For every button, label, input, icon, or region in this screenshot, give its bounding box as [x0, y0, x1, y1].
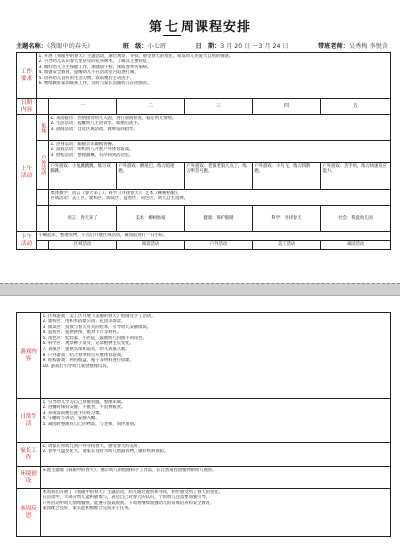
- group-row: [17, 115, 391, 141]
- outdoor-line: 2. 游戏活动：组织幼儿开展户外体育游戏。: [50, 147, 134, 153]
- outdoor-day-row: [17, 163, 391, 190]
- afternoon-day-row: [17, 241, 391, 250]
- goal-line: 6. 继续做好家园联系工作，及时与家长沟通幼儿在园情况。: [38, 81, 152, 87]
- teaching-line: 区域活动：美工区、建构区、阅读区、益智区、角色区，幼儿自主选择。: [50, 196, 188, 202]
- outdoor-day-cell: 户外游戏：小鸟飞，练习四散跑。: [253, 163, 321, 190]
- afternoon-day-cell: 户外活动: [185, 241, 253, 250]
- goals-row: [17, 53, 391, 99]
- reflection-row: [17, 489, 391, 537]
- class-value: 小七班: [147, 43, 167, 50]
- class-label: 班 级：: [122, 43, 148, 50]
- daily-line: 3. 养成饭前便后洗手的好习惯。: [42, 410, 104, 416]
- afternoon-label: 下午活动: [17, 232, 37, 250]
- date-value: 3 月 20 日 ～3 月 24 日: [220, 43, 289, 50]
- reflection-line: 户外活动中幼儿情绪愉快，能遵守游戏规则。下周将继续加强幼儿的常规培养和安全教育。: [42, 500, 215, 506]
- parents-line: 1. 请家长带幼儿到户外寻找春天，感受春天的美好。: [42, 443, 143, 449]
- daily-line: 5. 离园时整理好自己的物品，与老师、同伴道别。: [42, 421, 139, 427]
- afternoon-row: [17, 232, 391, 241]
- reflection-line: 本周我们开展了《我眼中的春天》主题活动，幼儿通过观察和寻找，初步感受到了春天的变化。: [42, 489, 223, 495]
- group-line: 3. 晨间活动：自选区域活动，教师巡回指导。: [50, 126, 138, 132]
- group-line: 2. 生活活动：提醒幼儿主动饮水、如厕后洗手。: [50, 121, 142, 127]
- environment-cell: [41, 467, 391, 489]
- outdoor-line: 1. 热身运动：跟随音乐做模仿操。: [50, 141, 117, 147]
- teaching-line: 集体教学：语言《春天来了》；科学《寻找春天》；艺术《柳树姑娘》。: [50, 190, 182, 196]
- title-prefix: 第: [148, 20, 163, 35]
- games-line: 8. 户外游戏：结合春季特点开展体育游戏。: [42, 352, 126, 358]
- page-separator: [0, 283, 400, 296]
- day-header: 三: [185, 99, 253, 115]
- group-cell: [49, 115, 391, 141]
- reflection-label: 本周反思: [17, 489, 41, 537]
- games-label: 游戏内容: [17, 313, 41, 399]
- games-row: [17, 313, 391, 399]
- environment-line: 布置主题墙《我眼中的春天》，展示幼儿的绘画和手工作品，在自然角投放植物供幼儿观察。: [42, 467, 217, 473]
- goal-line: 1. 开展《我眼中的春天》主题活动，通过观察、寻找、感受春天的变化，萌发幼儿热爱大自然的情感。: [38, 53, 234, 59]
- games-line: 3. 阅读区：投放与春天有关的绘本，引导幼儿安静阅读。: [42, 324, 152, 330]
- daily-row: [17, 399, 391, 443]
- environment-row: [17, 467, 391, 489]
- title-week: 七: [164, 20, 179, 35]
- daily-cell: [41, 399, 391, 443]
- goal-line: 4. 加强安全教育，提醒幼儿不在活动室内追逐打闹。: [38, 70, 139, 76]
- games-line: 7. 表演区：提供头饰和道具，幼儿表演儿歌。: [42, 347, 130, 353]
- daily-label: 日常生活: [17, 399, 41, 443]
- page-two: [0, 296, 400, 560]
- day-header: 五: [321, 99, 391, 115]
- schedule-table: [16, 52, 391, 250]
- afternoon-line: 午睡起床，整理衣物，午点后开展区域活动，离园前进行一日小结。: [38, 232, 168, 238]
- days-label: 日期内容: [17, 99, 37, 115]
- teaching-cell: [49, 190, 391, 206]
- games-line: 2. 建构区：用积木搭建公园、花园等场景。: [42, 319, 126, 325]
- outdoor-day-cell: 户外游戏：小兔跳跳跳，练习双脚跳。: [49, 163, 117, 190]
- afternoon-day-cell: 区域活动: [49, 241, 117, 250]
- teaching-day-cell: 社会：我爱幼儿园: [321, 206, 391, 232]
- activity-table: [16, 312, 391, 537]
- day-header: 一: [49, 99, 117, 115]
- daily-line: 2. 进餐时保持安静，不挑食，不浪费粮食。: [42, 405, 126, 411]
- games-line: 10. 游戏后引导幼儿收拾整理玩具。: [42, 363, 111, 369]
- games-line: 9. 结构游戏：利用纸盒、瓶子等材料进行搭建。: [42, 358, 134, 364]
- teacher-label: 带班老师：: [317, 43, 349, 50]
- goals-label: 工作要求: [17, 53, 37, 99]
- outdoor-row: [17, 141, 391, 163]
- page-title: [0, 16, 400, 35]
- outdoor-day-cell: 户外游戏：丢手绢，练习快速反应能力。: [321, 163, 391, 190]
- parents-cell: [41, 443, 391, 467]
- daily-line: 4. 午睡时不讲话，安静入睡。: [42, 416, 100, 422]
- date-label: 日 期：: [195, 43, 221, 50]
- games-line: 1. 区域游戏：美工区开展《美丽的春天》绘画及手工活动。: [42, 313, 156, 319]
- goal-line: 2. 引导幼儿认识春天里常见的花草树木，了解其主要特征。: [38, 59, 152, 65]
- title-suffix: 周课程安排: [181, 20, 252, 35]
- info-line: [16, 41, 388, 50]
- parents-line: 2. 春季气温变化大，请家长及时为幼儿增减衣物，做好疾病预防。: [42, 449, 169, 455]
- teacher-value: 吴秀梅 李悦含: [348, 43, 388, 50]
- reflection-cell: [41, 489, 391, 537]
- afternoon-cell: [37, 232, 391, 241]
- group-line: 1. 来园接待：热情接待幼儿入园，进行晨间检查，稳定幼儿情绪。: [50, 115, 177, 121]
- theme-value: 《我眼中的春天》: [46, 43, 94, 50]
- day-header: 二: [117, 99, 185, 115]
- afternoon-day-cell: 离园活动: [321, 241, 391, 250]
- outdoor-cell: [49, 141, 391, 163]
- goals-cell: [37, 53, 391, 99]
- outdoor-label: 户外活动: [37, 141, 49, 190]
- teaching-day-cell: 美术：柳树姑娘: [117, 206, 185, 232]
- teaching-row: [17, 190, 391, 206]
- outdoor-day-cell: 户外游戏：老狼老狼几点了，练习听信号跑。: [185, 163, 253, 190]
- goal-line: 5. 培养幼儿良好的生活习惯，饭前便后主动洗手。: [38, 75, 135, 81]
- morning-label: 上午活动: [17, 115, 37, 232]
- teaching-day-row: [17, 206, 391, 232]
- parents-label: 家长工作: [17, 443, 41, 467]
- group-label: 集体: [37, 115, 49, 141]
- parents-row: [17, 443, 391, 467]
- environment-label: 环境创设: [17, 467, 41, 489]
- day-header: 四: [253, 99, 321, 115]
- games-cell: [41, 313, 391, 399]
- teaching-day-cell: 语言：春天来了: [49, 206, 117, 232]
- games-line: 5. 角色区：娃娃家、小医院，鼓励幼儿扮演不同角色。: [42, 335, 147, 341]
- outdoor-day-cell: 户外游戏：揪尾巴，练习追逐跑。: [117, 163, 185, 190]
- daily-line: 1. 引导幼儿学习自己穿脱衣服，整理床铺。: [42, 399, 126, 405]
- teaching-day-cell: 健康：保护眼睛: [185, 206, 253, 232]
- theme-label: 主题名称：: [16, 43, 47, 50]
- afternoon-day-cell: 阅读活动: [117, 241, 185, 250]
- days-row: [17, 99, 391, 115]
- afternoon-day-cell: 美工活动: [253, 241, 321, 250]
- reflection-line: 在活动中，大部分幼儿能积极参与，表达自己对春天的认识，个别幼儿还需要加强引导。: [42, 495, 211, 501]
- games-line: 4. 益智区：提供拼图、配对卡片等材料。: [42, 330, 122, 336]
- games-line: 6. 科学区：观察种子发芽，记录植物生长变化。: [42, 341, 134, 347]
- goal-line: 3. 做好幼儿卫生保健工作，加强晨午检，预防春季传染病。: [38, 64, 152, 70]
- outdoor-line: 3. 放松活动：整理器械，有序回到活动室。: [50, 152, 134, 158]
- teaching-day-cell: 科学：寻找春天: [253, 206, 321, 232]
- reflection-line: 家园配合良好，家长能积极配合完成亲子任务。: [42, 506, 133, 512]
